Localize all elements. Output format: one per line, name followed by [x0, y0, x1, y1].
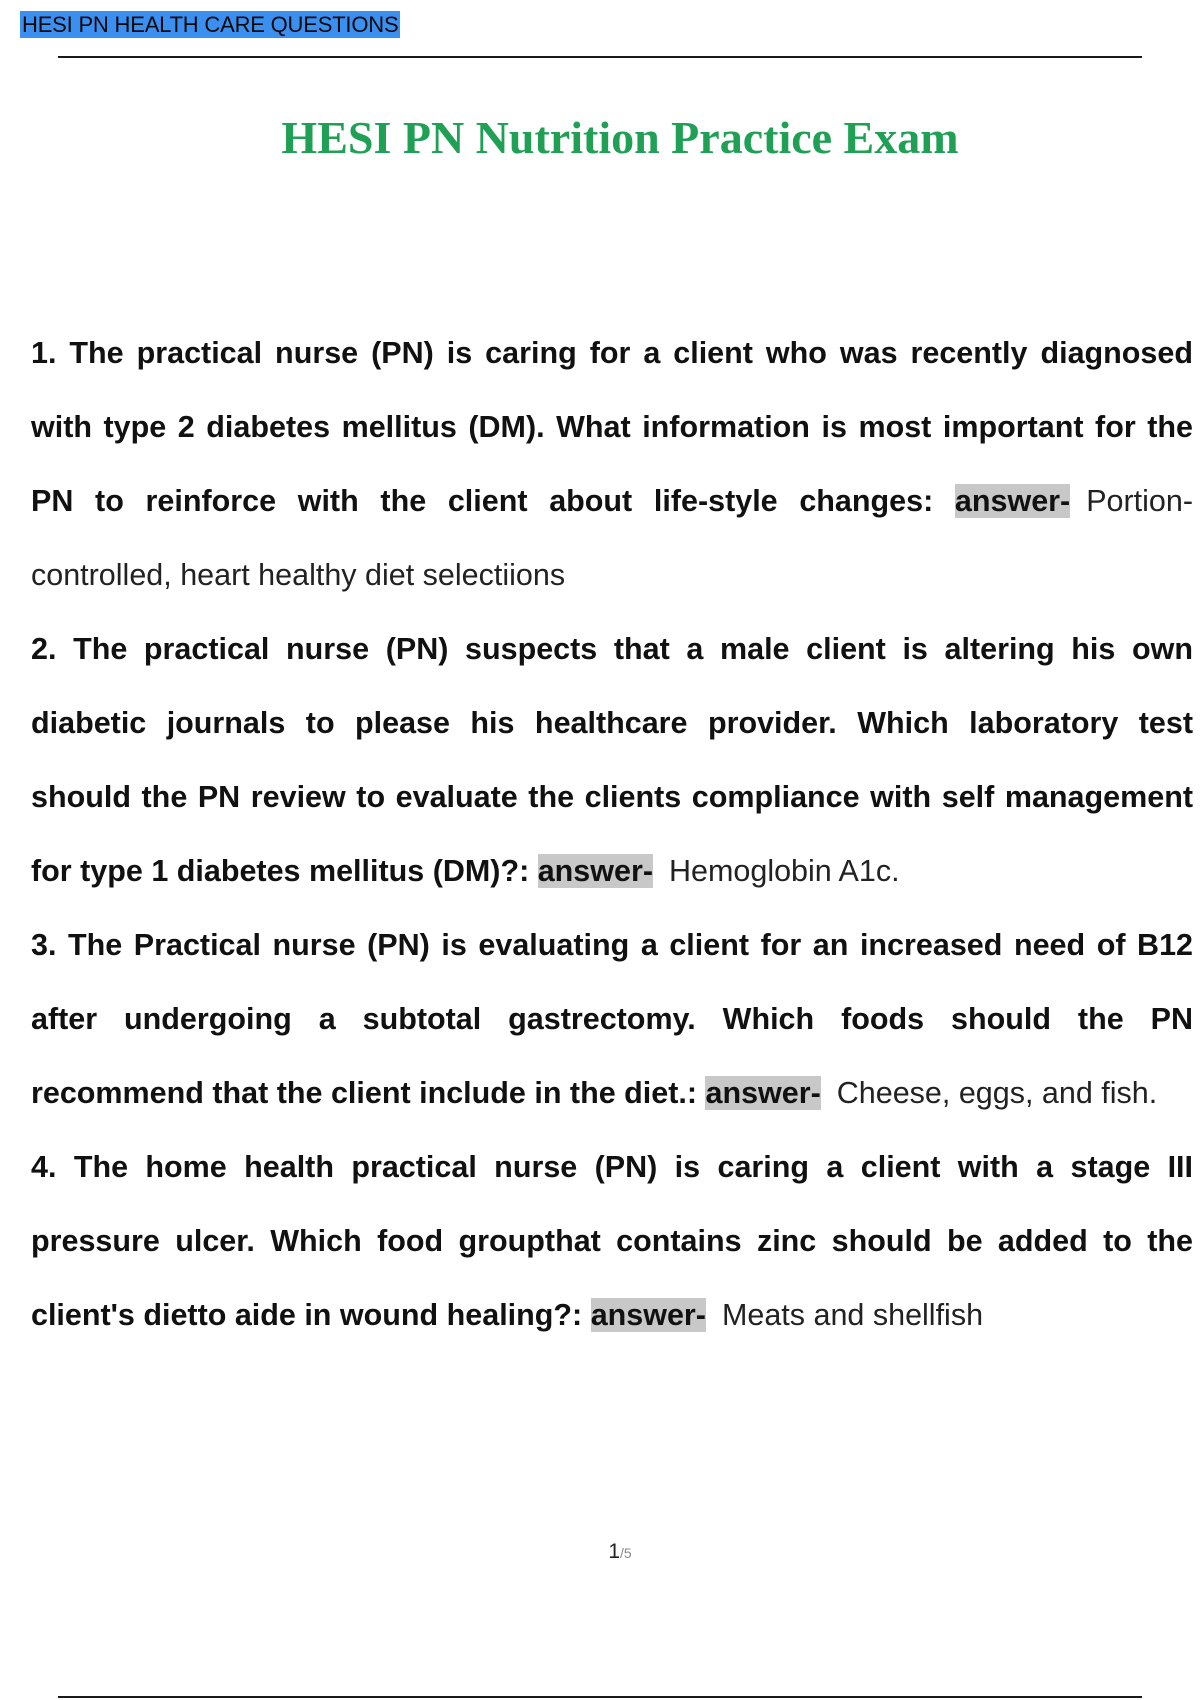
page-indicator: [0, 1540, 1200, 1564]
answer-text: Cheese, eggs, and fish.: [836, 1076, 1158, 1110]
question-item: [31, 1130, 1193, 1352]
answer-label: answer-: [537, 854, 653, 888]
question-item: [31, 316, 1193, 612]
header-divider: [58, 56, 1142, 58]
question-list: [31, 316, 1193, 1352]
question-item: [31, 908, 1193, 1130]
answer-label: answer-: [590, 1298, 706, 1332]
question-item: [31, 612, 1193, 908]
page-separator: /: [620, 1545, 624, 1561]
answer-label: answer-: [705, 1076, 821, 1110]
page-title: HESI PN Nutrition Practice Exam: [281, 112, 959, 163]
document-header-label: HESI PN HEALTH CARE QUESTIONS: [22, 12, 399, 37]
footer-divider: [58, 1696, 1142, 1698]
question-text: 2. The practical nurse (PN) suspects that a male client is altering his own diabetic journals to please his healthcare provider. Which laboratory test should the PN review to evaluate the clients compliance with self management for type 1 diabetes mellitus (DM)?:: [31, 632, 1193, 888]
page-current: 1: [608, 1540, 620, 1563]
page-total: 5: [623, 1545, 632, 1561]
answer-text: Portion-controlled, heart healthy diet selectiions: [31, 484, 1193, 592]
answer-text: Meats and shellfish: [721, 1298, 984, 1332]
question-text: 3. The Practical nurse (PN) is evaluating a client for an increased need of B12 after undergoing a subtotal gastrectomy. Which foods should the PN recommend that the client include in the diet.:: [31, 928, 1193, 1110]
question-text: 4. The home health practical nurse (PN) is caring a client with a stage III pressure ulcer. Which food groupthat contains zinc should be added to the client's dietto aide in wound healing?:: [31, 1150, 1193, 1332]
answer-text: Hemoglobin A1c.: [669, 854, 900, 888]
answer-label: answer-: [954, 484, 1071, 518]
question-text: 1. The practical nurse (PN) is caring for a client who was recently diagnosed with type 2 diabetes mellitus (DM). What information is most important for the PN to reinforce with the client about life-style changes:: [31, 336, 1193, 518]
